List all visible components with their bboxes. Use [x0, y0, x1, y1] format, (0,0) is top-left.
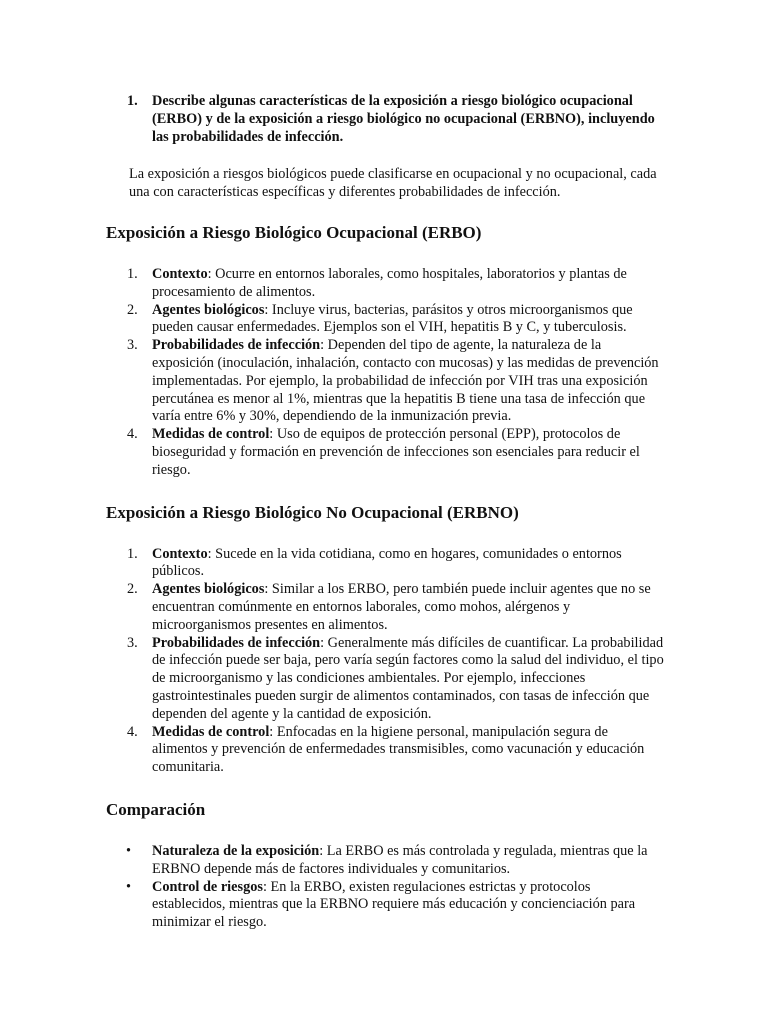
list-item-number: 1. — [127, 545, 138, 562]
bullet-item-text: : En la ERBO, existen regulaciones estrictas y protocolos establecidos, mientras que la ERBNO requiere más educación y concienciación para minimizar el riesgo. — [152, 878, 636, 931]
list-item-text: : Incluye virus, bacterias, parásitos y otros microorganismos que pueden causar enfermedades. Ejemplos son el VIH, hepatitis B y C, y tuberculosis. — [152, 301, 633, 336]
list-item-text: : Enfocadas en la higiene personal, manipulación segura de alimentos y prevención de enfermedades transmisibles, como vacunación y educación comunitaria. — [152, 723, 645, 776]
list-item-text: : Uso de equipos de protección personal (EPP), protocolos de bioseguridad y formación en prevención de infecciones son esenciales para reducir el riesgo. — [152, 426, 640, 478]
bullet-item — [106, 843, 664, 879]
list-item — [106, 724, 664, 777]
section-heading-erbo: Exposición a Riesgo Biológico Ocupacional (ERBO) — [106, 222, 482, 242]
list-item — [106, 266, 664, 302]
bullet-item-term: Control de riesgos — [152, 878, 263, 895]
list-item-number: 3. — [127, 337, 138, 354]
bullet-item-text: : La ERBO es más controlada y regulada, mientras que la ERBNO depende más de factores individuales y comunitarios. — [152, 842, 648, 877]
list-item — [106, 581, 664, 634]
list-item-term: Probabilidades de infección — [152, 337, 321, 354]
list-item-term: Medidas de control — [152, 426, 270, 443]
list-item-number: 3. — [127, 634, 138, 651]
question-list — [106, 93, 664, 146]
list-item-number: 1. — [127, 265, 138, 282]
list-item-text: : Generalmente más difíciles de cuantificar. La probabilidad de infección puede ser baja, pero varía según factores como la salud del individuo, el tipo de microorganismo y las condiciones ambientales. Por ejemplo, infecciones gastrointestinales pueden surgir de alimentos contaminados, con tasas de infección que dependen del agente y la cantidad de exposición. — [152, 634, 664, 722]
list-item-term: Agentes biológicos — [152, 581, 265, 598]
list-item-term: Probabilidades de infección — [152, 634, 321, 651]
section-heading-erbno: Exposición a Riesgo Biológico No Ocupacional (ERBNO) — [106, 502, 519, 522]
list-item-term: Contexto — [152, 265, 208, 282]
comparison-list — [106, 843, 664, 932]
question-text: Describe algunas características de la exposición a riesgo biológico ocupacional (ERBO) y de la exposición a riesgo biológico no ocupacional (ERBNO), incluyendo las probabilidades de infección. — [152, 93, 655, 145]
question-number: 1. — [127, 93, 138, 109]
list-item — [106, 635, 664, 724]
erbno-list — [106, 546, 664, 777]
bullet-icon: • — [126, 842, 132, 859]
list-item-number: 4. — [127, 723, 138, 740]
question-item — [106, 93, 664, 146]
list-item-term: Medidas de control — [152, 723, 270, 740]
list-item-text: : Sucede en la vida cotidiana, como en hogares, comunidades o entornos públicos. — [152, 545, 622, 580]
bullet-icon: • — [126, 878, 132, 895]
list-item-term: Agentes biológicos — [152, 301, 265, 318]
list-item — [106, 426, 664, 479]
list-item — [106, 302, 664, 338]
section-heading-comparison: Comparación — [106, 799, 206, 819]
list-item-number: 2. — [127, 581, 138, 598]
list-item-term: Contexto — [152, 545, 208, 562]
bullet-item-term: Naturaleza de la exposición — [152, 842, 320, 859]
list-item — [106, 546, 664, 582]
list-item-number: 2. — [127, 301, 138, 318]
list-item-number: 4. — [127, 426, 138, 443]
erbo-list — [106, 266, 664, 480]
list-item-text: : Similar a los ERBO, pero también puede incluir agentes que no se encuentran comúnmente en entornos laborales, como mohos, alérgenos y microorganismos presentes en alimentos. — [152, 581, 651, 633]
intro-paragraph: La exposición a riesgos biológicos puede clasificarse en ocupacional y no ocupacional, cada una con características específicas y diferentes probabilidades de infección. — [129, 166, 657, 201]
list-item — [106, 337, 664, 426]
list-item-text: : Dependen del tipo de agente, la naturaleza de la exposición (inoculación, inhalación, contacto con mucosas) y las medidas de prevención implementadas. Por ejemplo, la probabilidad de infección por VIH tras una exposición percutánea es menor al 1%, mientras que la hepatitis B tiene una tasa de infección que varía entre 6% y 30%, dependiendo de la inmunización previa. — [152, 337, 659, 425]
bullet-item — [106, 879, 664, 932]
list-item-text: : Ocurre en entornos laborales, como hospitales, laboratorios y plantas de procesamiento de alimentos. — [152, 265, 627, 300]
